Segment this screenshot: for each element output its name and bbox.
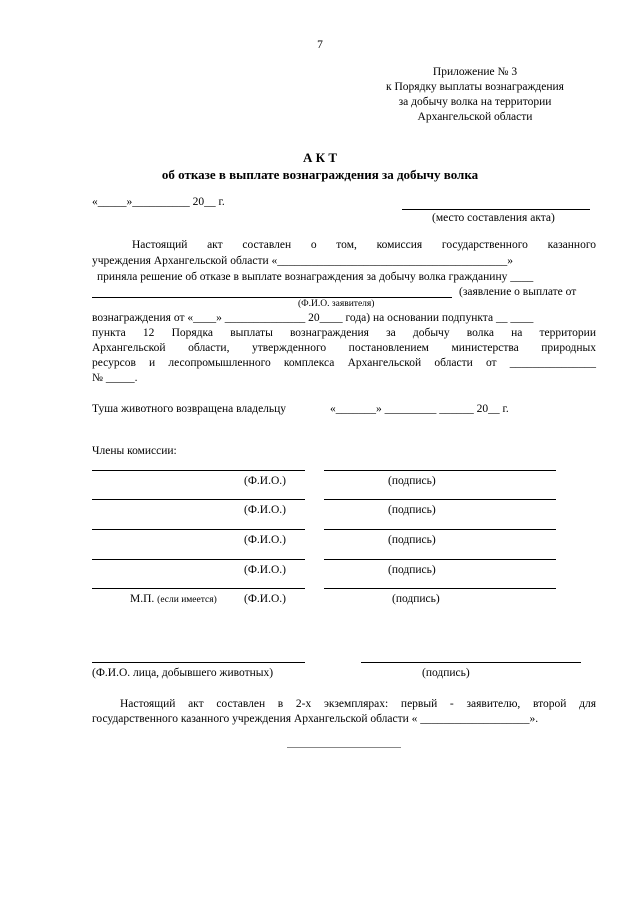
member-fio-line [92,559,305,560]
place-caption: (место составления акта) [432,212,555,224]
member-sign-caption: (подпись) [388,564,436,576]
member-fio-line [92,499,305,500]
hunter-sign-caption: (подпись) [422,667,470,679]
member-sign-caption: (подпись) [388,504,436,516]
appendix-line-1: Приложение № 3 [432,66,518,78]
member-fio-caption: (Ф.И.О.) [244,534,286,546]
body-line-3: принялa решение об отказе в выплате вознаграждения за добычу волка гражданину ____ [97,271,534,283]
act-title: А К Т [303,150,337,165]
footer-line-2: государственного казанного учреждения Архангельской области « ___________________». [92,713,539,725]
member-fio-caption: (Ф.И.О.) [244,504,286,516]
bottom-divider [287,747,401,748]
member-fio-caption: (Ф.И.О.) [244,475,286,487]
appendix-line-4: Архангельской области [417,110,533,123]
body-line-1: Настоящий акт составлен о том, комиссия государственного казанного [132,239,596,251]
member-sign-line [324,499,556,500]
member-sign-line [324,470,556,471]
appendix-line-2: к Порядку выплаты вознаграждения [386,80,564,93]
footer-line-1: Настоящий акт составлен в 2-х экземплярах: первый - заявителю, второй для [120,698,596,710]
body-line-2: учреждения Архангельской области «________________________________________» [92,255,514,267]
member-sign-line [324,529,556,530]
body-line-6: пункта 12 Порядка выплаты вознаграждения за добычу волка на территории [92,327,596,339]
commission-heading: Члены комиссии: [92,445,177,457]
seal-mp: М.П. [130,593,155,605]
appendix-line-3: за добычу волка на территории [398,95,552,108]
page-number: 7 [317,39,323,51]
member-fio-line [92,588,305,589]
member-sign-caption: (подпись) [388,475,436,487]
applicant-fio-line [92,297,452,298]
member-fio-caption: (Ф.И.О.) [244,593,286,605]
member-sign-line [324,588,556,589]
place-line [402,209,590,210]
member-fio-line [92,470,305,471]
hunter-fio-caption: (Ф.И.О. лица, добывшего животных) [92,667,274,679]
carcass-label: Туша животного возвращена владельцу [92,403,287,415]
body-line-7: Архангельской области, утвержденного постановлением министерства природных [92,342,596,354]
hunter-sign-line [361,662,581,663]
member-sign-caption: (подпись) [388,534,436,546]
carcass-date: «_______» _________ ______ 20__ г. [330,403,509,415]
appendix-header [360,65,590,125]
seal-note: (если имеется) [157,595,217,605]
member-sign-caption: (подпись) [392,593,440,605]
member-sign-line [324,559,556,560]
member-fio-line [92,529,305,530]
applicant-fio-caption: (Ф.И.О. заявителя) [298,299,375,309]
member-fio-caption: (Ф.И.О.) [244,564,286,576]
act-subtitle: об отказе в выплате вознаграждения за добычу волка [161,167,479,182]
act-date: «_____»__________ 20__ г. [92,196,225,208]
body-line-5: вознаграждения от «____» ______________ 20____ года) на основании подпункта __ ____ [92,312,534,324]
body-line-9: № _____. [92,372,138,384]
seal-label [130,592,217,607]
body-line-8: ресурсов и лесопромышленного комплекса Архангельской области от _______________ [92,357,596,369]
body-line-4-right: (заявление о выплате от [459,286,577,298]
hunter-fio-line [92,662,305,663]
